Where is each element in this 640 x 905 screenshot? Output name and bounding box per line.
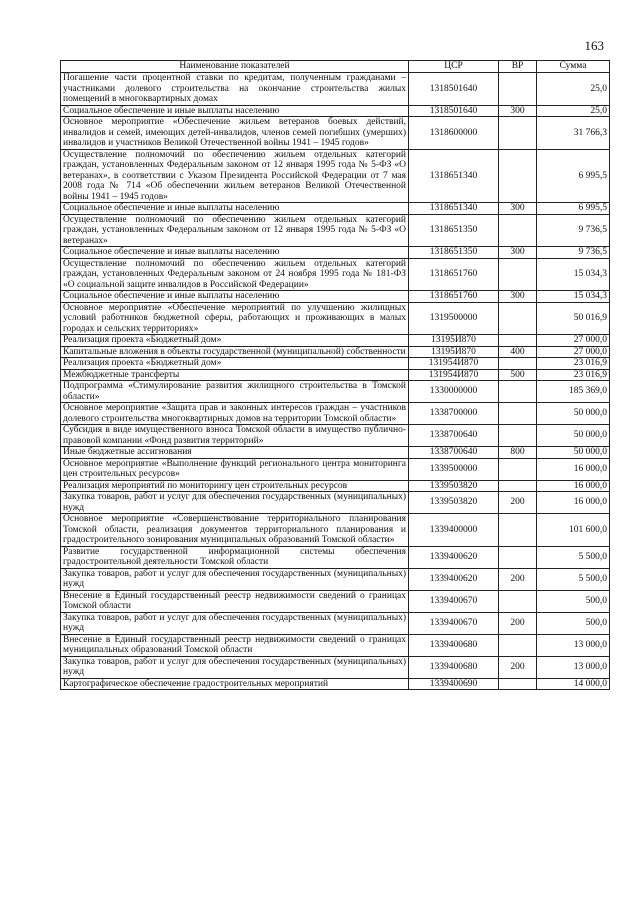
- row-sum: 23 016,9: [537, 369, 610, 381]
- row-name: Закупка товаров, работ и услуг для обеспечения государственных (муниципальных) нужд: [61, 492, 409, 514]
- row-vr: [499, 358, 537, 370]
- table-row: [61, 214, 610, 247]
- row-sum: 50 000,0: [537, 425, 610, 447]
- table-row: [61, 381, 610, 403]
- row-csr: 1339503820: [409, 492, 499, 514]
- row-vr: [499, 590, 537, 612]
- table-row: [61, 492, 610, 514]
- table-row: [61, 656, 610, 678]
- table-row: [61, 302, 610, 335]
- row-vr: 500: [499, 369, 537, 381]
- row-csr: 1330000000: [409, 381, 499, 403]
- row-csr: 13195И870: [409, 335, 499, 347]
- row-name: Социальное обеспечение и иные выплаты населению: [61, 105, 409, 117]
- row-vr: [499, 73, 537, 106]
- row-vr: [499, 117, 537, 150]
- row-name: Осуществление полномочий по обеспечению жильем отдельных категорий граждан, установленных Федеральным законом от 12 января 1995 года № 5-ФЗ «О ветеранах»: [61, 214, 409, 247]
- row-csr: 1318600000: [409, 117, 499, 150]
- table-row: [61, 590, 610, 612]
- row-csr: 1339400000: [409, 514, 499, 547]
- table-row: [61, 335, 610, 347]
- table-row: [61, 514, 610, 547]
- row-name: Основное мероприятие «Выполнение функций регионального центра мониторинга цен строительных ресурсов»: [61, 458, 409, 480]
- table-row: [61, 291, 610, 303]
- row-vr: [499, 514, 537, 547]
- table-header-row: [61, 61, 610, 73]
- table-row: [61, 203, 610, 215]
- row-csr: 1339400680: [409, 656, 499, 678]
- row-vr: [499, 546, 537, 568]
- row-name: Развитие государственной информационной системы обеспечения градостроительной деятельности Томской области: [61, 546, 409, 568]
- row-csr: 13195И870: [409, 346, 499, 358]
- row-sum: 185 369,0: [537, 381, 610, 403]
- row-csr: 1339400680: [409, 634, 499, 656]
- row-vr: [499, 480, 537, 492]
- table-row: [61, 247, 610, 259]
- row-csr: 1338700640: [409, 425, 499, 447]
- row-sum: 16 000,0: [537, 480, 610, 492]
- row-sum: 5 500,0: [537, 546, 610, 568]
- row-sum: 9 736,5: [537, 247, 610, 259]
- table-row: [61, 105, 610, 117]
- table-row: [61, 369, 610, 381]
- header-sum: Сумма: [537, 61, 610, 73]
- table-row: [61, 258, 610, 291]
- table-row: [61, 149, 610, 203]
- row-vr: 200: [499, 612, 537, 634]
- row-csr: 1318651760: [409, 291, 499, 303]
- row-csr: 1318651350: [409, 247, 499, 259]
- row-vr: [499, 425, 537, 447]
- row-vr: [499, 403, 537, 425]
- row-sum: 16 000,0: [537, 458, 610, 480]
- row-name: Картографическое обеспечение градостроительных мероприятий: [61, 678, 409, 690]
- row-sum: 25,0: [537, 105, 610, 117]
- row-vr: 300: [499, 291, 537, 303]
- row-vr: [499, 214, 537, 247]
- row-vr: 300: [499, 247, 537, 259]
- row-sum: 23 016,9: [537, 358, 610, 370]
- row-csr: 1318651340: [409, 203, 499, 215]
- row-name: Осуществление полномочий по обеспечению жильем отдельных категорий граждан, установленных Федеральным законом от 12 января 1995 года № 5-ФЗ «О ветеранах», в соответствии с Указом Президента Российской Федерации от 7 мая 2008 года № 714 «Об обеспечении жильем ветеранов Великой Отечественной войны 1941 – 1945 годов»: [61, 149, 409, 203]
- table-row: [61, 425, 610, 447]
- row-sum: 14 000,0: [537, 678, 610, 690]
- row-csr: 1339503820: [409, 480, 499, 492]
- row-name: Погашение части процентной ставки по кредитам, полученным гражданами – участниками долевого строительства на окончание строительства жилых помещений в многоквартирных домах: [61, 73, 409, 106]
- header-csr: ЦСР: [409, 61, 499, 73]
- page-number: 163: [584, 38, 604, 53]
- row-sum: 15 034,3: [537, 291, 610, 303]
- row-csr: 1339500000: [409, 458, 499, 480]
- table-row: [61, 458, 610, 480]
- table-row: [61, 546, 610, 568]
- row-name: Реализация мероприятий по мониторингу цен строительных ресурсов: [61, 480, 409, 492]
- row-csr: 1319500000: [409, 302, 499, 335]
- row-csr: 1339400690: [409, 678, 499, 690]
- row-sum: 6 995,5: [537, 149, 610, 203]
- row-sum: 5 500,0: [537, 568, 610, 590]
- row-vr: [499, 335, 537, 347]
- row-sum: 27 000,0: [537, 346, 610, 358]
- row-vr: 400: [499, 346, 537, 358]
- row-name: Основное мероприятие «Совершенствование территориального планирования Томской области, реализация документов территориального планирования и градостроительного зонирования муниципальных образований Томской области»: [61, 514, 409, 547]
- table-row: [61, 612, 610, 634]
- row-csr: 1318501640: [409, 105, 499, 117]
- row-csr: 1339400620: [409, 568, 499, 590]
- header-vr: ВР: [499, 61, 537, 73]
- row-sum: 13 000,0: [537, 656, 610, 678]
- row-vr: [499, 302, 537, 335]
- row-vr: [499, 634, 537, 656]
- row-sum: 27 000,0: [537, 335, 610, 347]
- row-name: Социальное обеспечение и иные выплаты населению: [61, 203, 409, 215]
- row-vr: 300: [499, 203, 537, 215]
- row-vr: 200: [499, 568, 537, 590]
- row-sum: 6 995,5: [537, 203, 610, 215]
- row-vr: 200: [499, 656, 537, 678]
- row-name: Подпрограмма «Стимулирование развития жилищного строительства в Томской области»: [61, 381, 409, 403]
- row-csr: 1318651760: [409, 258, 499, 291]
- table-row: [61, 358, 610, 370]
- row-name: Субсидия в виде имущественного взноса Томской области в имущество публично-правовой компании «Фонд развития территорий»: [61, 425, 409, 447]
- row-sum: 500,0: [537, 612, 610, 634]
- row-name: Внесение в Единый государственный реестр недвижимости сведений о границах муниципальных образований Томской области: [61, 634, 409, 656]
- row-name: Социальное обеспечение и иные выплаты населению: [61, 291, 409, 303]
- row-vr: 200: [499, 492, 537, 514]
- row-csr: 1338700000: [409, 403, 499, 425]
- row-sum: 500,0: [537, 590, 610, 612]
- row-name: Иные бюджетные ассигнования: [61, 447, 409, 459]
- row-name: Реализация проекта «Бюджетный дом»: [61, 335, 409, 347]
- row-vr: [499, 458, 537, 480]
- table-row: [61, 568, 610, 590]
- row-sum: 50 000,0: [537, 403, 610, 425]
- row-name: Закупка товаров, работ и услуг для обеспечения государственных (муниципальных) нужд: [61, 656, 409, 678]
- row-csr: 1339400620: [409, 546, 499, 568]
- row-sum: 101 600,0: [537, 514, 610, 547]
- row-vr: [499, 149, 537, 203]
- row-sum: 50 000,0: [537, 447, 610, 459]
- row-csr: 1318501640: [409, 73, 499, 106]
- table-row: [61, 634, 610, 656]
- row-csr: 1339400670: [409, 612, 499, 634]
- row-csr: 1339400670: [409, 590, 499, 612]
- row-name: Межбюджетные трансферты: [61, 369, 409, 381]
- budget-table: [60, 60, 610, 690]
- row-csr: 131954И870: [409, 358, 499, 370]
- row-sum: 15 034,3: [537, 258, 610, 291]
- row-vr: 800: [499, 447, 537, 459]
- row-name: Закупка товаров, работ и услуг для обеспечения государственных (муниципальных) нужд: [61, 568, 409, 590]
- row-csr: 1318651340: [409, 149, 499, 203]
- row-name: Социальное обеспечение и иные выплаты населению: [61, 247, 409, 259]
- row-sum: 31 766,3: [537, 117, 610, 150]
- row-sum: 25,0: [537, 73, 610, 106]
- row-name: Основное мероприятие «Обеспечение жильем ветеранов боевых действий, инвалидов и семей, имеющих детей-инвалидов, членов семей погибших (умерших) инвалидов и участников Великой Отечественной войны 1941 – 1945 годов»: [61, 117, 409, 150]
- row-sum: 16 000,0: [537, 492, 610, 514]
- row-vr: [499, 381, 537, 403]
- row-csr: 131954И870: [409, 369, 499, 381]
- table-row: [61, 447, 610, 459]
- row-name: Капитальные вложения в объекты государственной (муниципальной) собственности: [61, 346, 409, 358]
- row-sum: 13 000,0: [537, 634, 610, 656]
- row-sum: 9 736,5: [537, 214, 610, 247]
- row-vr: [499, 258, 537, 291]
- row-vr: 300: [499, 105, 537, 117]
- row-csr: 1318651350: [409, 214, 499, 247]
- table-row: [61, 678, 610, 690]
- row-name: Внесение в Единый государственный реестр недвижимости сведений о границах Томской области: [61, 590, 409, 612]
- table-row: [61, 480, 610, 492]
- row-vr: [499, 678, 537, 690]
- row-sum: 50 016,9: [537, 302, 610, 335]
- table-body: [61, 73, 610, 690]
- row-name: Основное мероприятие «Защита прав и законных интересов граждан – участников долевого строительства многоквартирных домов на территории Томской области»: [61, 403, 409, 425]
- header-name: Наименование показателей: [61, 61, 409, 73]
- row-name: Основное мероприятие «Обеспечение мероприятий по улучшению жилищных условий работников бюджетной сферы, работающих и проживающих в малых городах и сельских территориях»: [61, 302, 409, 335]
- row-csr: 1338700640: [409, 447, 499, 459]
- row-name: Закупка товаров, работ и услуг для обеспечения государственных (муниципальных) нужд: [61, 612, 409, 634]
- row-name: Реализация проекта «Бюджетный дом»: [61, 358, 409, 370]
- table-row: [61, 346, 610, 358]
- table-row: [61, 403, 610, 425]
- table-row: [61, 73, 610, 106]
- row-name: Осуществление полномочий по обеспечению жильем отдельных категорий граждан, установленных Федеральным законом от 24 ноября 1995 года № 181-ФЗ «О социальной защите инвалидов в Российской Федерации»: [61, 258, 409, 291]
- table-row: [61, 117, 610, 150]
